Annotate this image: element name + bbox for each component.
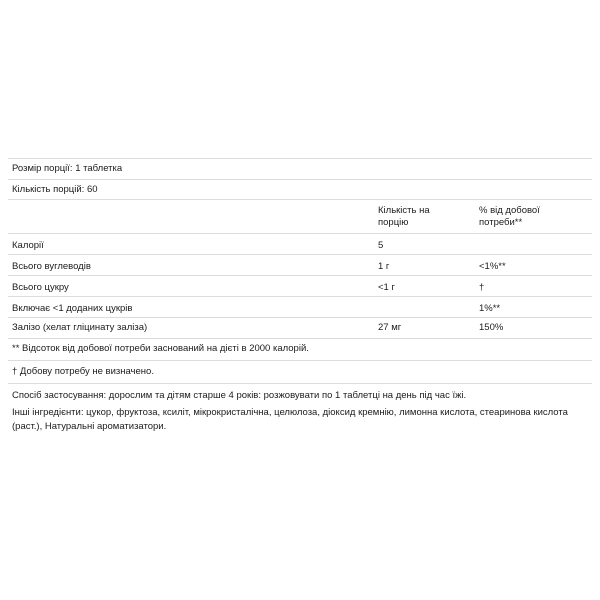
nutrient-amount: 1 г xyxy=(378,261,390,272)
dv-header-line1: % від добової xyxy=(479,205,540,216)
amount-header-line1: Кількість на xyxy=(378,205,430,216)
serving-size: Розмір порції: 1 таблетка xyxy=(12,163,123,174)
other-ingredients: Інші інгредієнти: цукор, фруктоза, ксиліт, мікрокристалічна, целюлоза, діоксид кремнію, лимонна кислота, стеаринова кислота (раст.), Натуральні ароматизатори. xyxy=(12,407,568,432)
amount-per-serving-header xyxy=(378,205,430,228)
nutrient-row-sugars xyxy=(8,275,592,296)
nutrient-row-carbs xyxy=(8,254,592,275)
nutrient-name: Всього вуглеводів xyxy=(12,261,91,272)
serving-size-row xyxy=(8,158,592,179)
nutrient-name: Всього цукру xyxy=(12,282,69,293)
usage-row xyxy=(8,383,592,405)
nutrient-dv: <1%** xyxy=(479,261,506,272)
ingredients-row xyxy=(8,405,592,441)
nutrient-name: Залізо (хелат гліцинату заліза) xyxy=(12,322,148,333)
nutrient-dv: 1%** xyxy=(479,303,501,314)
footnote-not-established: † Добову потребу не визначено. xyxy=(12,366,154,377)
footnote-dv-row xyxy=(8,338,592,360)
servings-per-container-row xyxy=(8,179,592,199)
nutrient-dv: 150% xyxy=(479,322,504,333)
nutrient-row-iron xyxy=(8,317,592,338)
nutrient-row-calories xyxy=(8,233,592,254)
daily-value-header xyxy=(479,205,540,228)
nutrient-name: Калорії xyxy=(12,240,44,251)
nutrient-name: Включає <1 доданих цукрів xyxy=(12,303,133,314)
nutrient-row-added-sugars xyxy=(8,296,592,317)
amount-header-line2: порцію xyxy=(378,216,409,228)
nutrient-amount: 5 xyxy=(378,240,384,251)
footnote-daily-value: ** Відсоток від добової потреби заснований на дієті в 2000 калорій. xyxy=(12,343,309,354)
column-header-row xyxy=(8,199,592,233)
nutrient-amount: <1 г xyxy=(378,282,395,293)
supplement-facts-panel xyxy=(8,158,592,441)
servings-per-container: Кількість порцій: 60 xyxy=(12,184,98,195)
nutrient-dv: † xyxy=(479,282,485,293)
nutrient-amount: 27 мг xyxy=(378,322,402,333)
footnote-dagger-row xyxy=(8,360,592,383)
dv-header-line2: потреби** xyxy=(479,216,523,228)
usage-directions: Спосіб застосування: дорослим та дітям старше 4 років: розжовувати по 1 таблетці на день під час їжі. xyxy=(12,390,467,401)
